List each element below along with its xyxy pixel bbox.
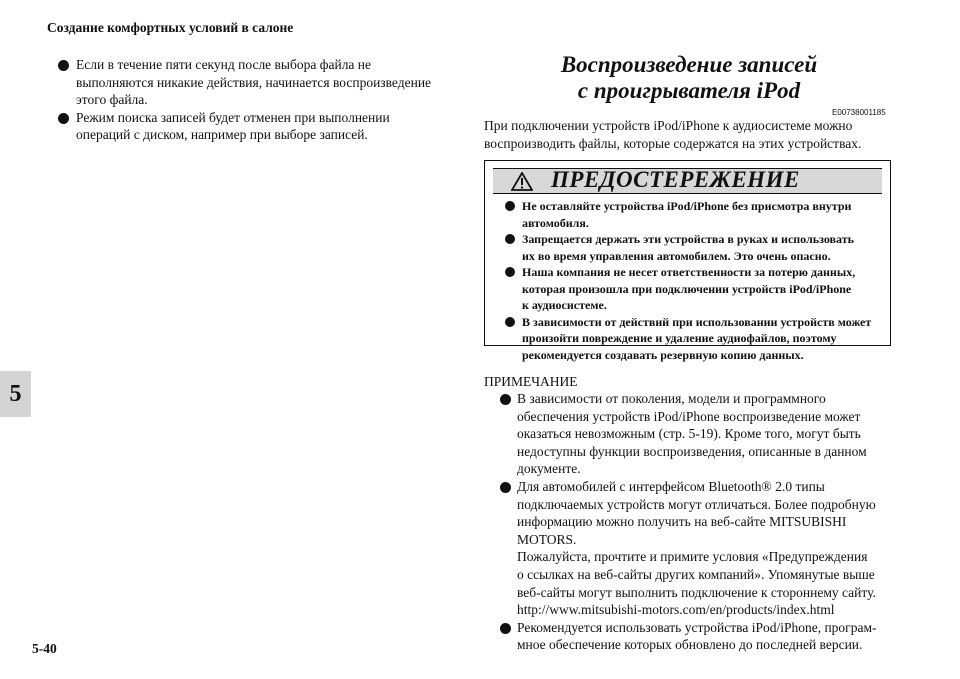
section-title: Воспроизведение записей с проигрывателя iPod (560, 52, 818, 103)
list-item (500, 390, 900, 478)
chapter-number: 5 (9, 380, 22, 407)
list-item (505, 314, 885, 364)
left-bullet-list (58, 56, 458, 144)
warning-list (505, 198, 885, 363)
running-header: Создание комфортных условий в салоне (47, 20, 294, 35)
bullet-dot-icon (500, 482, 511, 493)
left-column (58, 56, 458, 144)
list-item (505, 231, 885, 264)
bullet-dot-icon (58, 60, 69, 71)
list-item-text: В зависимости от действий при использовании устройств может произойти повреждение и удаление аудиофайлов, поэтому рекомендуется создавать резервную копию данных. (522, 314, 872, 362)
page-number: 5-40 (32, 641, 57, 656)
warning-triangle-icon (511, 172, 533, 191)
note-list (500, 390, 900, 654)
list-item-text: Запрещается держать эти устройства в руках и использовать их во время управления автомобилем. Это очень опасно. (522, 232, 854, 263)
warning-box (484, 160, 891, 362)
list-item-text: Если в течение пяти секунд после выбора файла не выполняются никакие действия, начинается воспроизведение этого файла. (76, 57, 432, 107)
warning-header (493, 168, 882, 194)
bullet-dot-icon (505, 201, 515, 211)
bullet-dot-icon (500, 394, 511, 405)
list-item (505, 198, 885, 231)
warning-title: ПРЕДОСТЕРЕЖЕНИЕ (551, 167, 800, 192)
list-item (58, 109, 458, 144)
list-item-text: В зависимости от поколения, модели и программного обеспечения устройств iPod/iPhone воспроизведение может оказаться невозможным (стр. 5-19). Кроме того, могут быть недоступны функции воспроизведения, описанные в данном документе. (517, 391, 867, 477)
list-item (58, 56, 458, 109)
list-item-text: Режим поиска записей будет отменен при выполнении операций с диском, например при выборе записей. (76, 109, 390, 142)
bullet-dot-icon (58, 113, 69, 124)
list-item (505, 264, 885, 314)
list-item-text: Не оставляйте устройства iPod/iPhone без присмотра внутри автомобиля. (522, 199, 852, 230)
list-item-text: Наша компания не несет ответственности за потерю данных, которая произошла при подключении устройств iPod/iPhone к аудиосистеме. (522, 265, 856, 312)
document-code: E00738001185 (832, 108, 886, 117)
bullet-dot-icon (505, 234, 515, 244)
note-label: ПРИМЕЧАНИЕ (484, 374, 578, 389)
bullet-dot-icon (500, 623, 511, 634)
bullet-dot-icon (505, 267, 515, 277)
chapter-tab (0, 371, 31, 417)
bullet-dot-icon (505, 317, 515, 327)
note-section (500, 390, 900, 654)
list-item-text: Для автомобилей с интерфейсом Bluetooth® 2.0 типы подключаемых устройств могут отличаться. Более подробную информацию можно получить на веб-сайте MITSUBISHI MOTORS. Пожалуйста, прочтите и примите условия «Предупреждения о ссылках на веб-сайты других компаний». Упомянутые выше веб-сайты могут выполнить подключение к стороннему сайту. http://www.mitsubishi-motors.com/en/products/index.html (517, 478, 876, 618)
section-intro: При подключении устройств iPod/iPhone к аудиосистеме можно воспроизводить файлы, которые содержатся на этих устройствах. (484, 118, 862, 151)
list-item (500, 478, 900, 619)
list-item (500, 619, 900, 654)
list-item-text: Рекомендуется использовать устройства iPod/iPhone, програм- мное обеспечение которых обновлено до последней версии. (517, 619, 877, 653)
